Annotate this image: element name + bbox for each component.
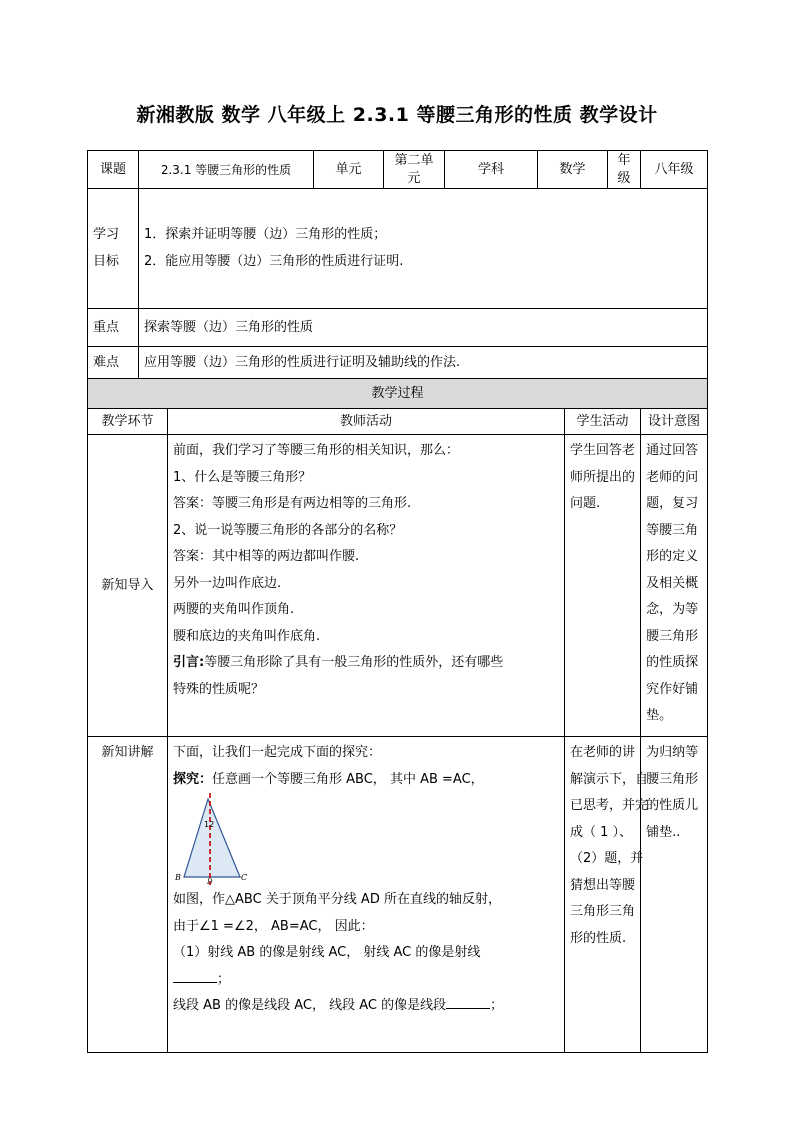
vertex-b-label: B — [175, 873, 181, 882]
student-line: 解演示下，自 — [570, 771, 649, 787]
explain-teacher — [168, 737, 565, 1053]
intro-teacher — [168, 435, 565, 737]
explain-suffix: ； — [490, 998, 504, 1013]
quote-text: 等腰三角形除了具有一般三角形的性质外，还有哪些 — [204, 655, 504, 670]
intent-line: 形的定义 — [646, 549, 699, 564]
point-d-label: D — [207, 878, 213, 885]
student-line: 问题. — [570, 496, 601, 511]
explain-line: （1）射线 AB 的像是射线 AC， 射线 AC 的像是射线 — [173, 945, 481, 960]
student-line: 三角形三角 — [570, 904, 636, 919]
explore-text: 任意画一个等腰三角形 ABC， 其中 AB =AC， — [212, 771, 484, 787]
quote-text-2: 特殊的性质呢？ — [173, 681, 265, 697]
explore-label: 探究： — [173, 771, 213, 787]
key-row — [88, 309, 708, 347]
teacher-line: 另外一边叫作底边. — [173, 575, 282, 591]
intent-line: 为归纳等 — [646, 745, 699, 760]
explain-row — [88, 737, 708, 1053]
intent-line: 老师的问 — [646, 469, 699, 485]
topic-label: 课题 — [88, 151, 139, 189]
fill-line-2 — [173, 993, 559, 1020]
student-line: 师所提出的 — [570, 469, 636, 485]
student-line: 猜想出等腰 — [570, 877, 636, 893]
col-intent: 设计意图 — [641, 409, 708, 435]
process-title: 教学过程 — [88, 379, 708, 409]
topic-value: 2.3.1 等腰三角形的性质 — [139, 151, 314, 189]
difficulty-value: 应用等腰（边）三角形的性质进行证明及辅助线的作法. — [139, 347, 708, 379]
goal-item: 2．能应用等腰（边）三角形的性质进行证明. — [144, 253, 404, 269]
col-student: 学生活动 — [565, 409, 641, 435]
goals-label-1: 学习 — [93, 227, 120, 242]
quote-label: 引言: — [173, 655, 205, 670]
teacher-line: 1、什么是等腰三角形？ — [173, 469, 312, 485]
lesson-table — [87, 150, 708, 1053]
intent-line: 垫。 — [646, 708, 673, 723]
student-line: 形的性质. — [570, 930, 627, 946]
intro-stage: 新知导入 — [88, 435, 168, 737]
teacher-line: 答案：其中相等的两边都叫作腰. — [173, 549, 360, 564]
explain-line: 如图，作△ABC 关于顶角平分线 AD 所在直线的轴反射， — [173, 892, 501, 907]
intent-line: 题，复习 — [646, 496, 699, 511]
teacher-line: 两腰的夹角叫作顶角. — [173, 602, 295, 617]
intro-student — [565, 435, 641, 737]
goals-label — [88, 189, 139, 309]
goal-item: 1．探索并证明等腰（边）三角形的性质； — [144, 227, 387, 242]
student-line: 成（ 1 ）、 — [570, 824, 633, 840]
difficulty-row — [88, 347, 708, 379]
intent-line: 究作好铺 — [646, 681, 699, 697]
intent-line: 及相关概 — [646, 575, 699, 591]
intent-line: 的性质探 — [646, 655, 699, 670]
subject-label: 学科 — [445, 151, 538, 189]
teacher-line: 前面，我们学习了等腰三角形的相关知识，那么： — [173, 443, 460, 458]
col-teacher: 教师活动 — [168, 409, 565, 435]
key-label: 重点 — [88, 309, 139, 347]
intent-line: 通过回答 — [646, 443, 699, 458]
explain-intent — [641, 737, 708, 1053]
fill-line-1 — [173, 967, 559, 994]
goals-content — [139, 189, 708, 309]
unit-value: 第二单元 — [384, 151, 445, 189]
teacher-line: 2、说一说等腰三角形的各部分的名称？ — [173, 522, 403, 538]
teacher-line: 腰和底边的夹角叫作底角. — [173, 628, 321, 644]
goals-label-2: 目标 — [93, 253, 120, 269]
intent-line: 的性质儿 — [646, 798, 699, 813]
quote-line — [173, 650, 559, 677]
student-line: （2）题，并 — [570, 851, 644, 866]
subject-value: 数学 — [538, 151, 608, 189]
intent-line: 铺垫.. — [646, 824, 681, 840]
key-value: 探索等腰（边）三角形的性质 — [139, 309, 708, 347]
difficulty-label: 难点 — [88, 347, 139, 379]
teacher-line: 答案：等腰三角形是有两边相等的三角形. — [173, 496, 412, 511]
explain-line: 由于∠1 =∠2， AB=AC， 因此： — [173, 918, 374, 934]
intent-line: 念，为等 — [646, 602, 699, 617]
intent-line: 腰三角形 — [646, 628, 699, 644]
process-title-row — [88, 379, 708, 409]
goals-row — [88, 189, 708, 309]
page-title: 新湘教版 数学 八年级上 2.3.1 等腰三角形的性质 教学设计 — [136, 104, 658, 126]
student-line: 已思考，并完 — [570, 798, 649, 813]
intro-intent — [641, 435, 708, 737]
explore-line — [173, 767, 559, 794]
angle-label: 12 — [204, 820, 215, 829]
triangle-shape — [184, 799, 240, 877]
answer-blank[interactable] — [446, 994, 490, 1009]
intent-line: 腰三角形 — [646, 771, 699, 787]
isosceles-triangle-figure — [175, 793, 265, 885]
explain-suffix: ； — [217, 971, 231, 987]
answer-blank[interactable] — [173, 968, 217, 983]
header-row — [88, 151, 708, 189]
explain-stage: 新知讲解 — [88, 737, 168, 1053]
intent-line: 等腰三角 — [646, 522, 699, 538]
vertex-c-label: C — [241, 873, 248, 882]
explain-student — [565, 737, 649, 1053]
explain-line: 线段 AB 的像是线段 AC， 线段 AC 的像是线段 — [173, 998, 447, 1013]
columns-row — [88, 409, 708, 435]
grade-value: 八年级 — [641, 151, 708, 189]
grade-label: 年级 — [608, 151, 641, 189]
student-line: 在老师的讲 — [570, 745, 636, 760]
col-stage: 教学环节 — [88, 409, 168, 435]
explain-line: 下面，让我们一起完成下面的探究： — [173, 745, 382, 760]
student-line: 学生回答老 — [570, 443, 636, 458]
unit-label: 单元 — [314, 151, 384, 189]
intro-row — [88, 435, 708, 737]
